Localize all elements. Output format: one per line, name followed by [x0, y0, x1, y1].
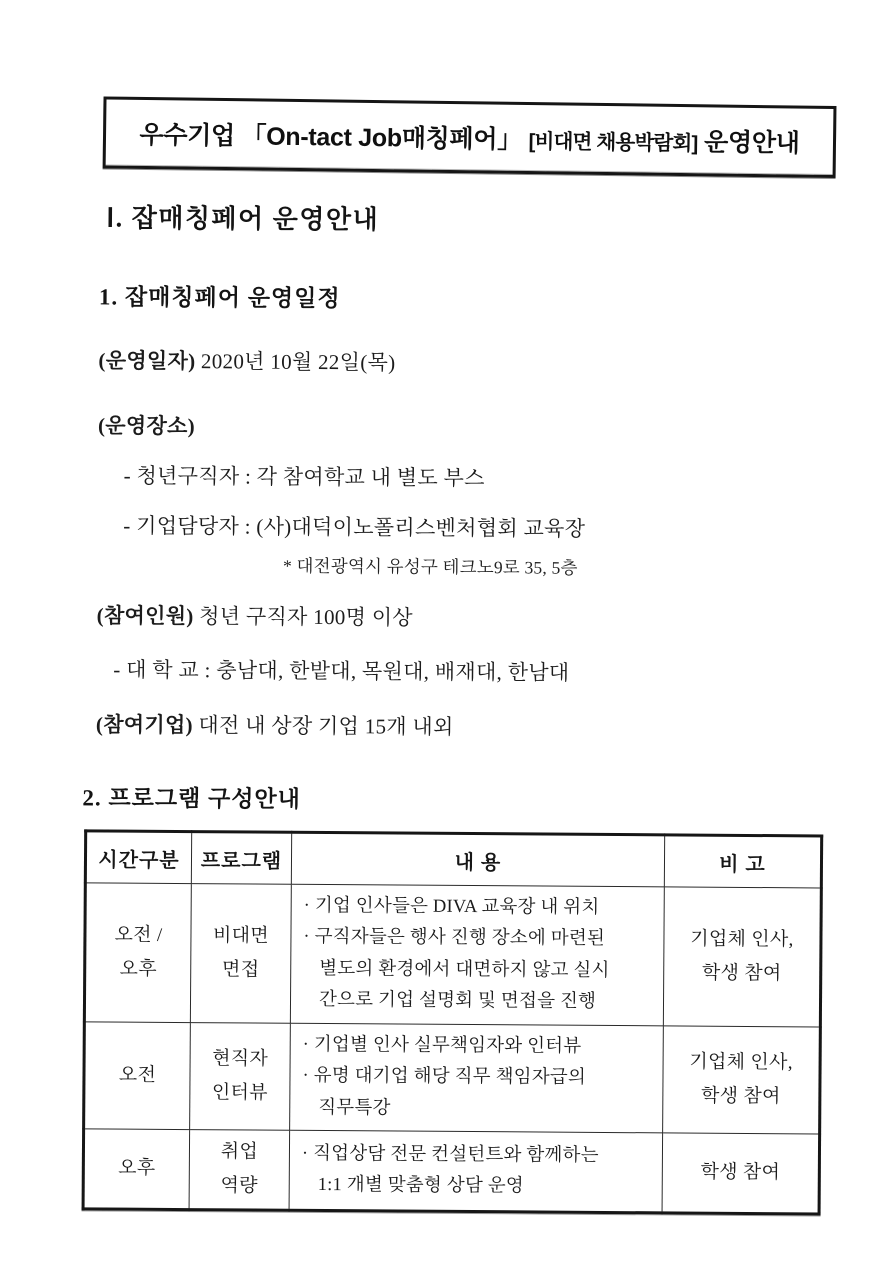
column-header-note: 비 고 [664, 835, 821, 888]
program-heading: 2. 프로그램 구성안내 [82, 785, 302, 812]
section-heading: Ⅰ. 잡매칭페어 운영안내 [106, 203, 380, 235]
schedule-heading: 1. 잡매칭페어 운영일정 [98, 284, 341, 312]
page-title-suffix: 운영안내 [697, 128, 800, 158]
date-line [98, 344, 395, 376]
cell-program: 비대면 면접 [190, 884, 291, 1023]
cell-time: 오전 / 오후 [84, 883, 191, 1022]
content-bullet: · 기업별 인사 실무책임자와 인터뷰 [302, 1034, 582, 1057]
page-title [139, 115, 800, 160]
page-title-subtitle: [비대면 채용박람회] [528, 130, 698, 156]
title-box [103, 96, 837, 178]
content-bullet: · 유명 대기업 해당 직무 책임자급의 직무특강 [302, 1066, 587, 1119]
cell-note: 학생 참여 [662, 1133, 820, 1214]
cell-program: 현직자 인터뷰 [190, 1022, 291, 1130]
content-bullet: · 직업상담 전문 컨설턴트와 함께하는 1:1 개별 맞춤형 상담 운영 [301, 1143, 599, 1197]
table-row [84, 883, 821, 1027]
cell-content [290, 1023, 664, 1133]
venue-address-note: * 대전광역시 유성구 테크노9로 35, 5층 [282, 555, 578, 578]
table-row [84, 1022, 821, 1134]
cell-note: 기업체 인사, 학생 참여 [663, 1026, 821, 1134]
venue-label: (운영장소) [97, 413, 196, 439]
column-header-content: 내 용 [291, 832, 664, 887]
venue-line [98, 409, 195, 440]
table-header-row [85, 831, 821, 888]
page-title-prefix: 우수기업 「On-tact Job매칭페어」 [139, 120, 529, 155]
program-table [82, 829, 824, 1215]
venue-item-companies: - 기업담당자 : (사)대덕이노폴리스벤처협회 교육장 [123, 513, 586, 541]
cell-note: 기업체 인사, 학생 참여 [663, 887, 821, 1027]
content-bullet: · 구직자들은 행사 진행 장소에 마련된 별도의 환경에서 대면하지 않고 실시 간으로 기업 설명회 및 면접을 진행 [303, 927, 610, 1013]
cell-time: 오전 [84, 1022, 191, 1130]
content-bullet: · 기업 인사들은 DIVA 교육장 내 위치 [303, 895, 600, 918]
cell-program: 취업 역량 [189, 1130, 290, 1211]
universities-line: - 대 학 교 : 충남대, 한밭대, 목원대, 배재대, 한남대 [113, 657, 570, 685]
column-header-time: 시간구분 [85, 831, 191, 884]
column-header-program: 프로그램 [191, 832, 291, 885]
companies-value: 대전 내 상장 기업 15개 내외 [198, 713, 454, 739]
participants-label: (참여인원) [96, 603, 194, 629]
cell-content [289, 1130, 663, 1213]
companies-line [96, 708, 454, 740]
cell-time: 오후 [83, 1129, 190, 1210]
venue-item-jobseekers: - 청년구직자 : 각 참여학교 내 별도 부스 [123, 463, 485, 491]
date-label: (운영일자) [98, 348, 196, 374]
companies-label: (참여기업) [95, 712, 193, 738]
table-row [83, 1129, 820, 1214]
date-value: 2020년 10월 22일(목) [200, 349, 396, 375]
participants-line [97, 599, 413, 631]
participants-value: 청년 구직자 100명 이상 [199, 604, 414, 630]
cell-content [290, 884, 664, 1025]
